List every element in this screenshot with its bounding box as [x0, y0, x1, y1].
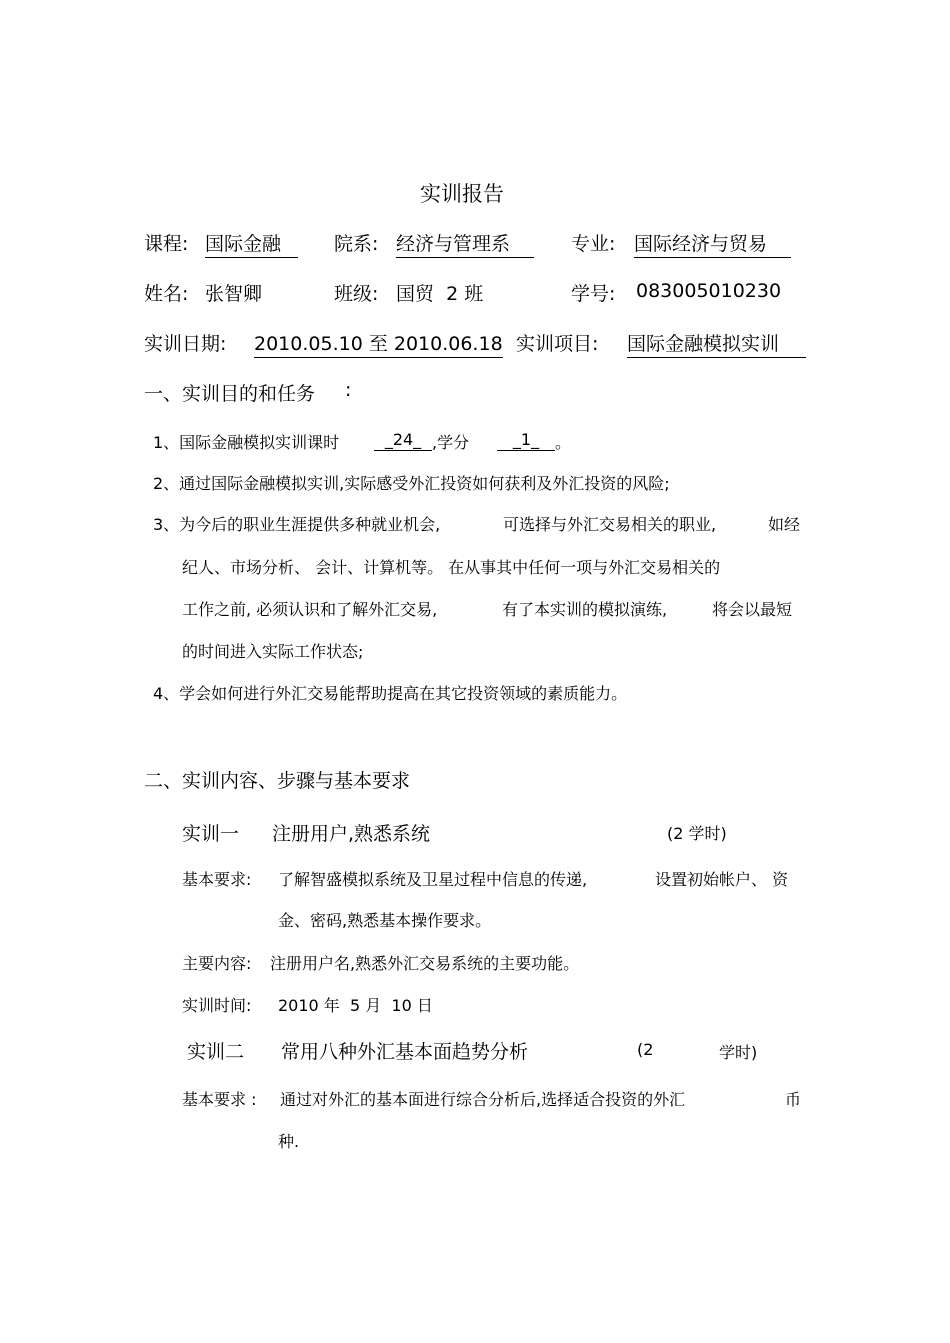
- exp2-name: 常用八种外汇基本面趋势分析: [281, 1041, 529, 1063]
- course-value: 国际金融: [205, 229, 298, 258]
- item3-line2: 纪人、市场分析、 会计、计算机等。 在从事其中任何一项与外汇交易相关的: [182, 558, 721, 577]
- course-label: 课程:: [144, 233, 189, 255]
- exp2-hours-b: 学时): [719, 1043, 758, 1062]
- exp2-hours-a: (2: [637, 1040, 654, 1059]
- section1-heading-colon: :: [345, 379, 352, 401]
- class-value: 国贸 2 班: [396, 283, 484, 305]
- id-label: 学号:: [571, 283, 616, 305]
- item1-prefix: 1、国际金融模拟实训课时: [153, 433, 340, 452]
- name-value: 张智卿: [205, 283, 263, 305]
- major-value: 国际经济与贸易: [634, 229, 791, 258]
- exp1-title: 实训一: [182, 823, 240, 845]
- item3-line3b: 有了本实训的模拟演练,: [502, 600, 668, 619]
- exp1-req-line2: 金、密码,熟悉基本操作要求。: [278, 911, 492, 930]
- exp1-name: 注册用户,熟悉系统: [272, 823, 431, 845]
- section1-heading: 一、实训目的和任务: [144, 383, 316, 405]
- item3-line3c: 将会以最短: [712, 600, 793, 619]
- exp2-req-line2: 种.: [278, 1132, 300, 1151]
- exp2-req-line1a: 通过对外汇的基本面进行综合分析后,选择适合投资的外汇: [280, 1090, 686, 1109]
- project-value: 国际金融模拟实训: [627, 329, 806, 358]
- exp2-req-line1b: 币: [785, 1090, 802, 1109]
- exp1-req-label: 基本要求:: [182, 870, 252, 889]
- major-label: 专业:: [571, 233, 616, 255]
- item3-line4: 的时间进入实际工作状态;: [182, 642, 364, 661]
- report-title: 实训报告: [420, 182, 504, 206]
- id-value: 083005010230: [636, 280, 782, 302]
- item2: 2、通过国际金融模拟实训,实际感受外汇投资如何获利及外汇投资的风险;: [153, 474, 670, 493]
- item1-credit: _1_: [497, 430, 555, 451]
- project-label: 实训项目:: [516, 333, 599, 355]
- date-value: 2010.05.10 至 2010.06.18: [254, 329, 503, 358]
- item1-end: 。: [555, 433, 572, 452]
- item3-line1c: 如经: [768, 515, 801, 534]
- exp1-req-line1b: 设置初始帐户、 资: [655, 870, 789, 889]
- item3-line1a: 3、为今后的职业生涯提供多种就业机会,: [153, 515, 441, 534]
- item1-hours: _24_: [374, 430, 432, 451]
- exp1-time-label: 实训时间:: [182, 996, 252, 1015]
- class-label: 班级:: [334, 283, 379, 305]
- section2-heading: 二、实训内容、步骤与基本要求: [144, 770, 411, 792]
- exp1-req-line1a: 了解智盛模拟系统及卫星过程中信息的传递,: [278, 870, 588, 889]
- dept-label: 院系:: [334, 233, 379, 255]
- exp1-content: 注册用户名,熟悉外汇交易系统的主要功能。: [270, 954, 580, 973]
- exp1-time: 2010 年 5 月 10 日: [278, 996, 433, 1015]
- item1-mid: ,学分: [432, 433, 470, 452]
- item3-line3a: 工作之前, 必须认识和了解外汇交易,: [182, 600, 438, 619]
- exp1-content-label: 主要内容:: [182, 954, 252, 973]
- exp2-req-label: 基本要求 :: [182, 1090, 257, 1109]
- exp2-title: 实训二: [187, 1041, 245, 1063]
- name-label: 姓名:: [144, 283, 189, 305]
- dept-value: 经济与管理系: [396, 229, 534, 258]
- exp1-hours: (2 学时): [667, 824, 727, 843]
- item4: 4、学会如何进行外汇交易能帮助提高在其它投资领域的素质能力。: [153, 684, 628, 703]
- date-label: 实训日期:: [144, 333, 227, 355]
- item3-line1b: 可选择与外汇交易相关的职业,: [503, 515, 717, 534]
